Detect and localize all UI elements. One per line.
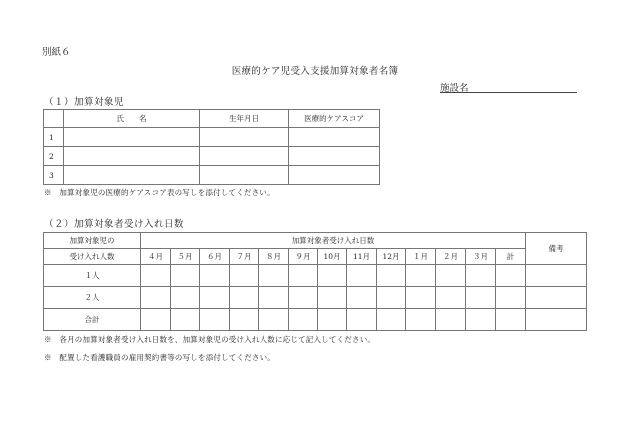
month-header: ７月: [230, 249, 259, 265]
day-cell[interactable]: [318, 309, 347, 331]
day-cell[interactable]: [318, 265, 347, 287]
row-label: ２人: [44, 287, 141, 309]
facility-name-field[interactable]: [440, 80, 577, 93]
month-header: ４月: [141, 249, 171, 265]
name-cell[interactable]: [64, 166, 200, 185]
day-cell[interactable]: [436, 287, 466, 309]
day-cell[interactable]: [289, 265, 318, 287]
section1-note: ※ 加算対象児の医療的ケアスコア表の写しを添付してください。: [44, 188, 275, 197]
month-header: ３月: [466, 249, 496, 265]
day-cell[interactable]: [200, 309, 230, 331]
day-cell[interactable]: [347, 265, 377, 287]
day-cell[interactable]: [406, 265, 436, 287]
day-cell[interactable]: [141, 287, 171, 309]
month-header: ８月: [259, 249, 289, 265]
row-header-line2: 受け入れ人数: [44, 249, 141, 265]
birthdate-cell[interactable]: [200, 147, 289, 166]
day-cell[interactable]: [289, 309, 318, 331]
day-cell[interactable]: [200, 287, 230, 309]
table-row: [44, 128, 380, 147]
day-cell[interactable]: [200, 265, 230, 287]
month-header: 11月: [347, 249, 377, 265]
table-row: [44, 265, 587, 287]
acceptance-days-table: [43, 232, 587, 331]
day-cell[interactable]: [230, 309, 259, 331]
row-label: １人: [44, 265, 141, 287]
day-cell[interactable]: [347, 309, 377, 331]
total-header: 計: [496, 249, 526, 265]
table-row: [44, 287, 587, 309]
name-cell[interactable]: [64, 128, 200, 147]
column-header-name: 氏 名: [64, 110, 200, 128]
row-label: 合計: [44, 309, 141, 331]
day-cell[interactable]: [347, 287, 377, 309]
day-cell[interactable]: [141, 309, 171, 331]
total-cell[interactable]: [496, 265, 526, 287]
day-cell[interactable]: [171, 265, 200, 287]
target-children-table: [43, 109, 380, 185]
month-header: 12月: [377, 249, 406, 265]
day-cell[interactable]: [466, 265, 496, 287]
remarks-header: 備考: [526, 233, 587, 265]
day-cell[interactable]: [377, 265, 406, 287]
name-cell[interactable]: [64, 147, 200, 166]
row-number: 1: [44, 128, 64, 147]
day-cell[interactable]: [318, 287, 347, 309]
total-cell[interactable]: [496, 309, 526, 331]
day-cell[interactable]: [171, 309, 200, 331]
table-row: [44, 147, 380, 166]
day-cell[interactable]: [259, 265, 289, 287]
day-cell[interactable]: [466, 287, 496, 309]
section1-heading: （１）加算対象児: [44, 97, 125, 108]
row-number: 3: [44, 166, 64, 185]
month-header-row: [44, 249, 587, 265]
month-header: ５月: [171, 249, 200, 265]
day-cell[interactable]: [436, 309, 466, 331]
table-header-row: [44, 110, 380, 128]
section2-heading: （２）加算対象者受け入れ日数: [44, 219, 185, 230]
attachment-label: 別紙６: [42, 47, 71, 58]
remarks-cell[interactable]: [526, 265, 587, 287]
day-cell[interactable]: [171, 287, 200, 309]
month-header: ２月: [436, 249, 466, 265]
day-cell[interactable]: [466, 309, 496, 331]
row-number: 2: [44, 147, 64, 166]
document-title: 医療的ケア児受入支援加算対象者名簿: [231, 66, 399, 77]
acceptance-days-group-header: 加算対象者受け入れ日数: [141, 233, 526, 249]
column-header-no: [44, 110, 64, 128]
day-cell[interactable]: [406, 309, 436, 331]
column-header-care-score: 医療的ケアスコア: [289, 110, 380, 128]
day-cell[interactable]: [436, 265, 466, 287]
total-cell[interactable]: [496, 287, 526, 309]
month-header: ６月: [200, 249, 230, 265]
section2-note-1: ※ 各月の加算対象者受け入れ日数を、加算対象児の受け入れ人数に応じて記入してください。: [44, 335, 376, 344]
day-cell[interactable]: [377, 287, 406, 309]
day-cell[interactable]: [259, 287, 289, 309]
section2-note-2: ※ 配置した看護職員の雇用契約書等の写しを添付してください。: [44, 353, 275, 362]
day-cell[interactable]: [377, 309, 406, 331]
day-cell[interactable]: [259, 309, 289, 331]
birthdate-cell[interactable]: [200, 166, 289, 185]
care-score-cell[interactable]: [289, 128, 380, 147]
month-header: １月: [406, 249, 436, 265]
birthdate-cell[interactable]: [200, 128, 289, 147]
table-row: [44, 309, 587, 331]
facility-name-label: 施設名: [440, 83, 469, 94]
day-cell[interactable]: [406, 287, 436, 309]
remarks-cell[interactable]: [526, 287, 587, 309]
column-header-birthdate: 生年月日: [200, 110, 289, 128]
table-row: [44, 166, 380, 185]
care-score-cell[interactable]: [289, 166, 380, 185]
day-cell[interactable]: [230, 287, 259, 309]
table-header-row: [44, 233, 587, 249]
row-header-line1: 加算対象児の: [44, 233, 141, 249]
month-header: 10月: [318, 249, 347, 265]
care-score-cell[interactable]: [289, 147, 380, 166]
day-cell[interactable]: [289, 287, 318, 309]
remarks-cell[interactable]: [526, 309, 587, 331]
day-cell[interactable]: [141, 265, 171, 287]
month-header: ９月: [289, 249, 318, 265]
day-cell[interactable]: [230, 265, 259, 287]
